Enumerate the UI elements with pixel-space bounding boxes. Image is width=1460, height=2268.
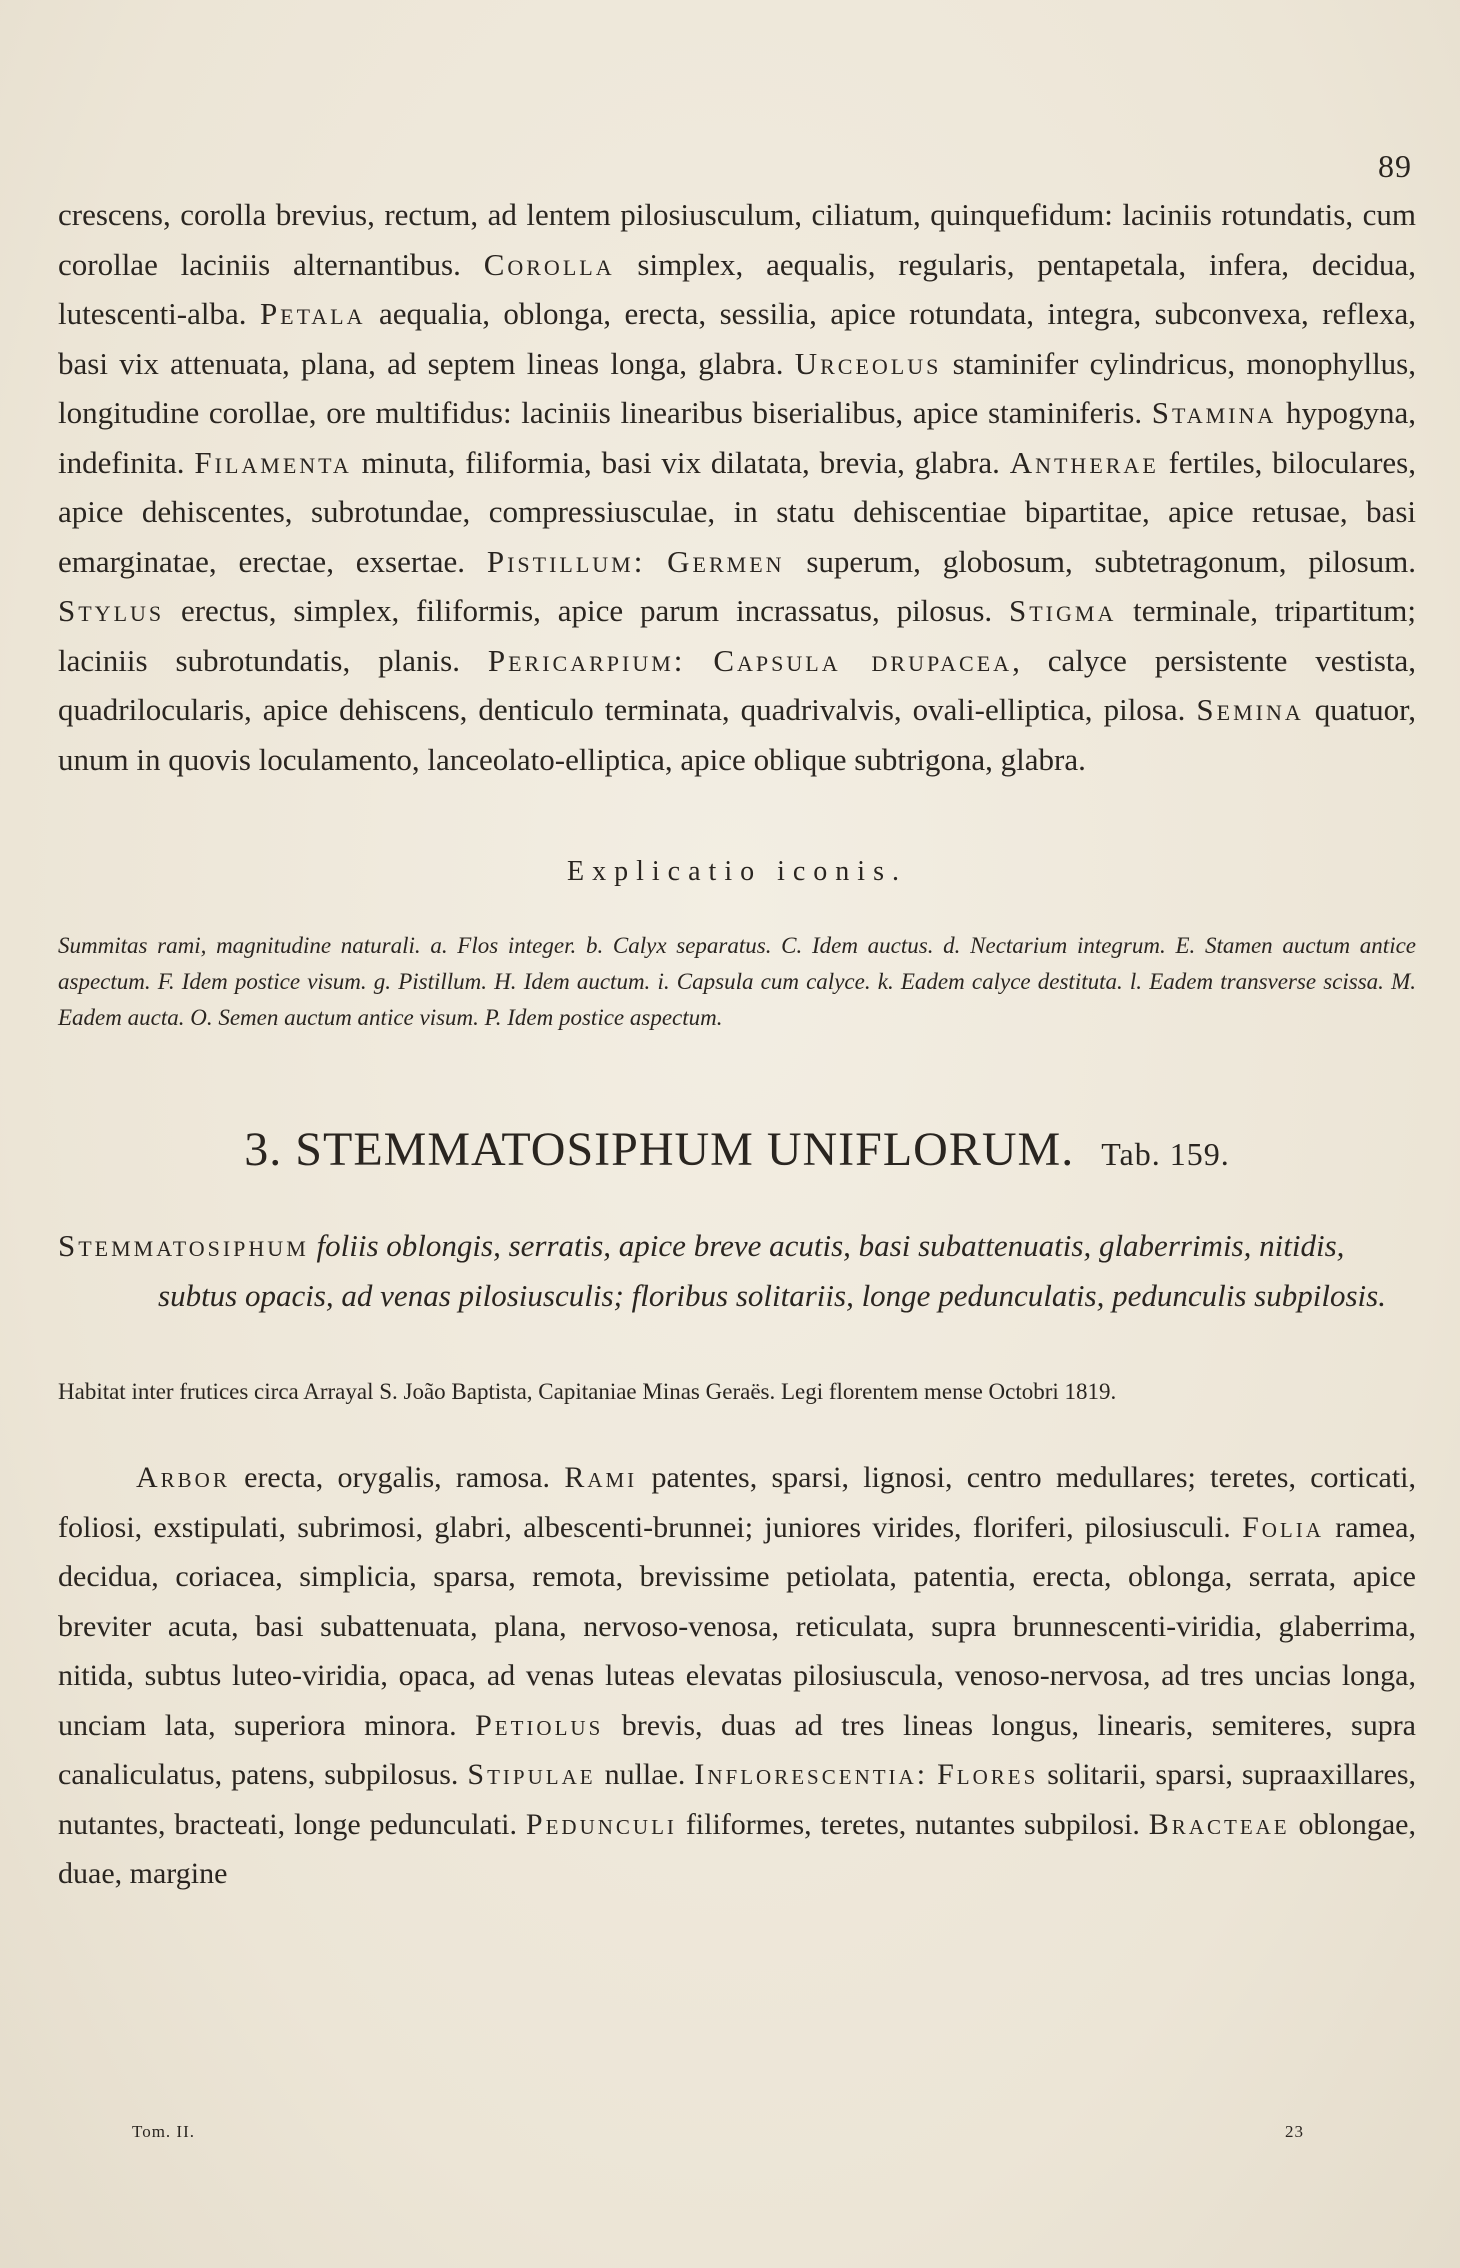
text-run: crescens, corolla brevius, rectum, ad lentem pilosiusculum, ciliatum, quinquefidum: laciniis rotundatis, cum corollae laciniis alternantibus.: [58, 197, 1416, 282]
species-description: [58, 1453, 1416, 1899]
term-keyword: Pericarpium:: [487, 642, 686, 678]
text-run: ramea, decidua, coriacea, simplicia, sparsa, remota, brevissime petiolata, patentia, erecta, oblonga, serrata, apice breviter acuta, basi subattenuata, plana, nervoso-venosa, reticulata, supra brunnescenti-viridia, glaberrima, nitida, subtus luteo-viridia, opaca, ad venas luteas elevatas pilosiuscula, venoso-nervosa, ad tres uncias longa, unciam lata, superiora minora.: [58, 1510, 1416, 1742]
term-keyword: Folia: [1242, 1510, 1324, 1544]
species-number: 3.: [244, 1123, 283, 1176]
diagnosis-genus: Stemmatosiphum: [58, 1228, 309, 1263]
species-heading: [58, 1122, 1416, 1177]
term-keyword: Stylus: [58, 593, 165, 628]
text-run: minuta, filiformia, basi vix dilatata, brevia, glabra.: [351, 444, 1010, 480]
text-run: [645, 544, 667, 579]
term-keyword: Flores: [937, 1758, 1039, 1791]
term-keyword: Stamina: [1151, 395, 1277, 430]
text-run: staminifer cylindricus, monophyllus, longitudine corollae, ore multifidus: laciniis linearibus biserialibus, apice staminiferis.: [58, 345, 1416, 430]
text-run: quatuor, unum in quovis loculamento, lanceolato-elliptica, apice oblique subtrigona, glabra.: [58, 692, 1416, 777]
text-run: superum, globosum, subtetragonum, pilosum.: [784, 543, 1416, 579]
text-run: fertiles, biloculares, apice dehiscentes, subrotundae, compressiusculae, in statu dehiscentiae bipartitae, apice retusae, basi emarginatae, erectae, exsertae.: [58, 444, 1416, 579]
term-keyword: Rami: [564, 1461, 638, 1494]
term-keyword: Pistillum:: [486, 543, 646, 579]
habitat-note: Habitat inter frutices circa Arrayal S. João Baptista, Capitaniae Minas Geraës. Legi florentem mense Octobri 1819.: [58, 1379, 1117, 1404]
text-run: simplex, aequalis, regularis, pentapetala, infera, decidua, lutescenti-alba.: [58, 246, 1416, 331]
figure-explanation: Summitas rami, magnitudine naturali. a. Flos integer. b. Calyx separatus. C. Idem auctus. d. Nectarium integrum. E. Stamen auctum antice aspectum. F. Idem postice visum. g. Pistillum. H. Idem auctum. i. Capsula cum calyce. k. Eadem calyce destituta. l. Eadem transverse scissa. M. Eadem aucta. O. Semen auctum antice visum. P. Idem postice aspectum.: [58, 933, 1416, 1030]
species-diagnosis: [58, 1221, 1416, 1321]
explicatio-heading: Explicatio iconis.: [567, 856, 907, 887]
term-keyword: Arbor: [136, 1461, 230, 1494]
volume-mark: Tom. II.: [132, 2122, 195, 2141]
page-content: [58, 190, 1416, 1899]
text-run: oblongae, duae, margine: [58, 1807, 1416, 1890]
text-run: terminale, tripartitum; laciniis subrotundatis, planis.: [58, 593, 1416, 678]
term-keyword: Capsula drupacea: [713, 642, 1013, 678]
signature-mark: 23: [1285, 2122, 1304, 2141]
term-keyword: Bracteae: [1148, 1807, 1290, 1841]
diagnosis-text: foliis oblongis, serratis, apice breve acutis, basi subattenuatis, glaberrimis, nitidis, subtus opacis, ad venas pilosiusculis; floribus solitariis, longe pedunculatis, pedunculis subpilosis.: [158, 1228, 1386, 1313]
term-keyword: Antherae: [1009, 444, 1159, 480]
text-run: nullae.: [595, 1758, 695, 1791]
term-keyword: Petiolus: [475, 1708, 604, 1742]
text-run: [685, 643, 713, 678]
text-run: , calyce persistente vestista, quadrilocularis, apice dehiscens, denticulo terminata, quadrivalvis, ovali-elliptica, pilosa.: [58, 642, 1417, 727]
term-keyword: Filamenta: [194, 444, 352, 480]
term-keyword: Corolla: [483, 246, 615, 282]
text-run: [928, 1758, 937, 1791]
text-run: erectus, simplex, filiformis, apice parum incrassatus, pilosus.: [164, 593, 1009, 628]
text-run: solitarii, sparsi, supraaxillares, nutantes, bracteati, longe pedunculati.: [58, 1758, 1416, 1841]
text-run: brevis, duas ad tres lineas longus, linearis, semiteres, supra canaliculatus, patens, subpilosus.: [58, 1708, 1417, 1791]
term-keyword: Petala: [259, 296, 366, 331]
description-continued: [58, 190, 1416, 784]
text-run: patentes, sparsi, lignosi, centro medullares; teretes, corticati, foliosi, exstipulati, subrimosi, glabri, albescenti-brunnei; juniores virides, floriferi, pilosiusculi.: [58, 1461, 1416, 1544]
plate-reference: Tab. 159.: [1101, 1136, 1230, 1172]
text-run: hypogyna, indefinita.: [58, 395, 1416, 480]
term-keyword: Stipulae: [467, 1758, 596, 1791]
term-keyword: Inflorescentia:: [694, 1758, 929, 1791]
text-run: aequalia, oblonga, erecta, sessilia, apice rotundata, integra, subconvexa, reflexa, basi vix attenuata, plana, ad septem lineas longa, glabra.: [58, 296, 1417, 381]
term-keyword: Stigma: [1009, 593, 1117, 628]
term-keyword: Urceolus: [794, 345, 942, 381]
term-keyword: Pedunculi: [525, 1807, 677, 1841]
text-run: filiformes, teretes, nutantes subpilosi.: [676, 1807, 1149, 1841]
term-keyword: Germen: [667, 543, 785, 579]
text-run: erecta, orygalis, ramosa.: [229, 1461, 565, 1494]
term-keyword: Semina: [1196, 692, 1304, 727]
species-name: STEMMATOSIPHUM UNIFLORUM.: [295, 1123, 1075, 1176]
page-number: 89: [1378, 148, 1412, 184]
